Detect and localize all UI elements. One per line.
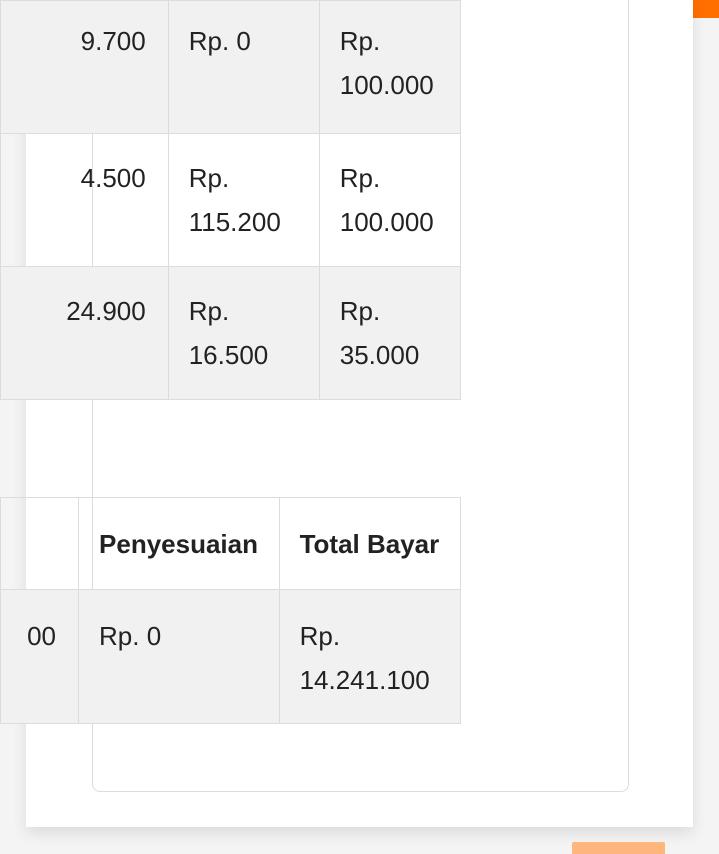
- charges-table-scroll[interactable]: [66, 0, 591, 396]
- table-cell: Rp. 100.000: [319, 134, 460, 267]
- table-cell: 9.700: [1, 1, 169, 134]
- table-cell: Rp. 35.000: [319, 267, 460, 400]
- summary-table-scroll[interactable]: [27, 497, 591, 725]
- table-cell: 4.500: [1, 134, 169, 267]
- table-header-row: [1, 498, 461, 590]
- table-row: [1, 590, 461, 724]
- table-cell: Rp. 0: [168, 1, 319, 134]
- table-cell: Rp. 14.241.100: [279, 590, 460, 724]
- table-row: [1, 134, 461, 267]
- summary-table: [0, 497, 461, 724]
- table-cell: Rp. 0: [79, 590, 280, 724]
- table-cell: 00: [1, 590, 79, 724]
- table-cell: Rp. 100.000: [319, 1, 460, 134]
- column-header-total-bayar: Total Bayar: [279, 498, 460, 590]
- column-header: [1, 498, 79, 590]
- column-header-penyesuaian: Penyesuaian: [79, 498, 280, 590]
- table-cell: Rp. 16.500: [168, 267, 319, 400]
- charges-table: [0, 0, 461, 400]
- table-row: [1, 1, 461, 134]
- action-button[interactable]: [572, 842, 665, 854]
- table-row: [1, 267, 461, 400]
- table-cell: Rp. 115.200: [168, 134, 319, 267]
- table-cell: 24.900: [1, 267, 169, 400]
